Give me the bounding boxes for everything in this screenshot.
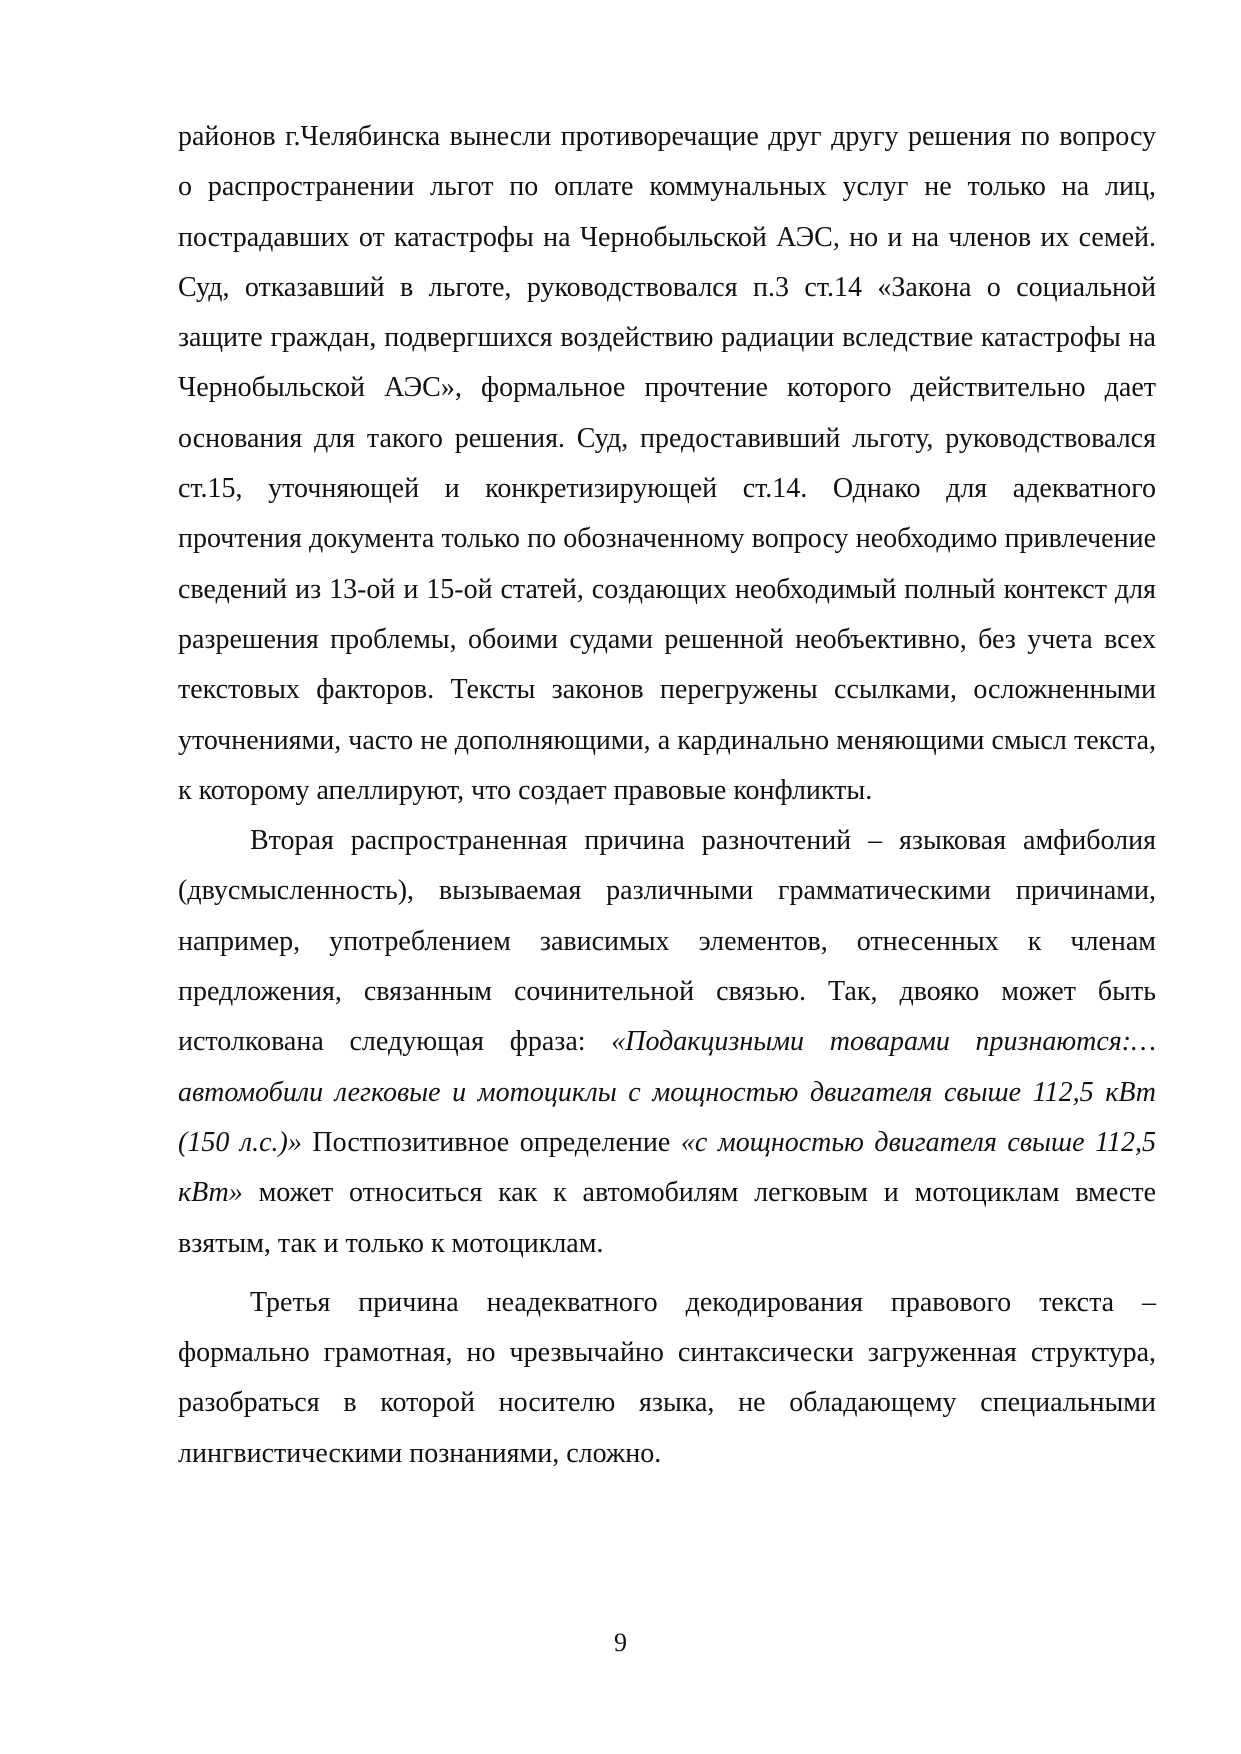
paragraph-2-text-1: Вторая распространенная причина разночтений – языковая амфиболия (двусмысленность), вызываемая различными грамматическими причинами, например, употреблением зависимых элементов, отнесенных к членам предложения, связанным сочинительной связью. Так, двояко может быть истолкована следующая фраза:	[178, 825, 1156, 1058]
paragraph-2-text-2: Постпозитивное определение	[301, 1126, 681, 1158]
paragraph-1: районов г.Челябинска вынесли противоречащие друг другу решения по вопросу о распространении льгот по оплате коммунальных услуг не только на лиц, пострадавших от катастрофы на Чернобыльской АЭС, но и на членов их семей. Суд, отказавший в льготе, руководствовался п.3 ст.14 «Закона о социальной защите граждан, подвергшихся воздействию радиации вследствие катастрофы на Чернобыльской АЭС», формальное прочтение которого действительно дает основания для такого решения. Суд, предоставивший льготу, руководствовался ст.15, уточняющей и конкретизирующей ст.14. Однако для адекватного прочтения документа только по обозначенному вопросу необходимо привлечение сведений из 13-ой и 15-ой статей, создающих необходимый полный контекст для разрешения проблемы, обоими судами решенной необъективно, без учета всех текстовых факторов. Тексты законов перегружены ссылками, осложненными уточнениями, часто не дополняющими, а кардинально меняющими смысл текста, к которому апеллируют, что создает правовые конфликты.	[178, 121, 1156, 806]
document-body	[178, 112, 1156, 1479]
paragraph-2-text-3: может относиться как к автомобилям легковым и мотоциклам вместе взятым, так и только к мотоциклам.	[178, 1177, 1156, 1259]
paragraph-2-quote-1: «Подакцизными товарами признаются:…автомобили легковые и мотоциклы с мощностью двигателя свыше 112,5 кВт (150 л.с.)»	[178, 1026, 1156, 1158]
paragraph-2-quote-2: «с мощностью двигателя свыше 112,5 кВт»	[178, 1126, 1156, 1209]
paragraph-2	[178, 816, 1156, 1269]
paragraph-3: Третья причина неадекватного декодирования правового текста – формально грамотная, но чрезвычайно синтаксически загруженная структура, разобраться в которой носителю языка, не обладающему специальными лингвистическими познаниями, сложно.	[178, 1286, 1156, 1469]
page-number: 9	[614, 1628, 627, 1657]
